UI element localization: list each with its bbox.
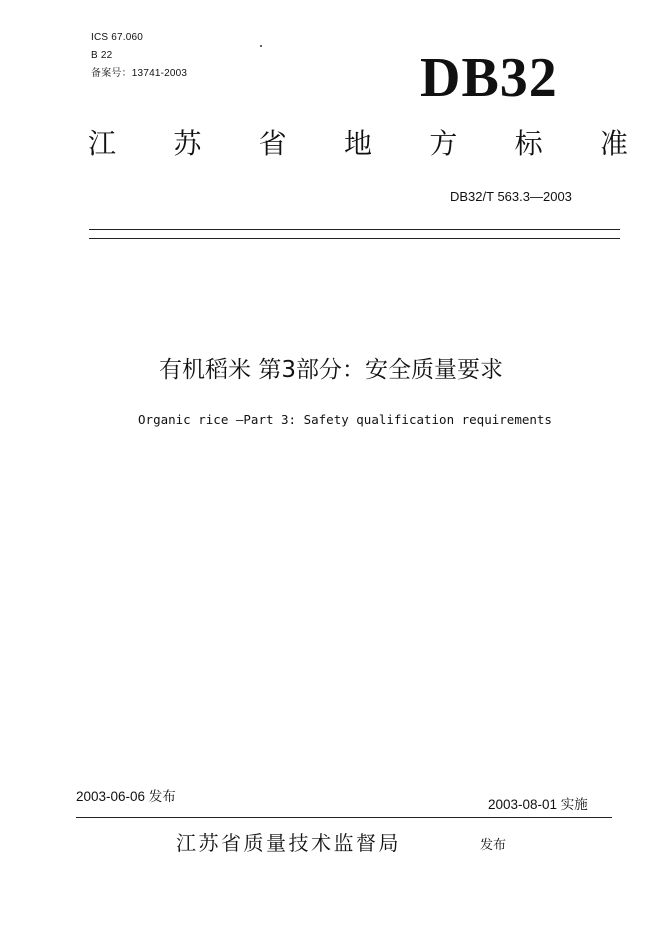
standard-type-char: 方: [429, 127, 458, 160]
standard-type-char: 苏: [173, 127, 202, 160]
standard-type-char: 江: [88, 127, 117, 160]
issue-date: 2003-06-06 发布: [76, 789, 176, 804]
title-english: Organic rice —Part 3: Safety qualification requirements: [138, 412, 552, 427]
ccs-code: B 22: [91, 50, 113, 61]
header-rule: [89, 229, 620, 230]
standard-type-char: 标: [514, 127, 543, 160]
standard-type-char: 省: [258, 127, 287, 160]
record-number: 备案号：13741-2003: [91, 68, 188, 79]
standard-type-char: 准: [599, 127, 628, 160]
implementation-date: 2003-08-01 实施: [488, 797, 588, 812]
standard-type-char: 地: [343, 127, 372, 160]
ics-code: ICS 67.060: [91, 32, 144, 43]
issuing-authority: 江苏省质量技术监督局: [176, 831, 401, 855]
issuer-suffix: 发布: [480, 838, 507, 853]
title-chinese: 有机稻米 第3部分：安全质量要求: [159, 357, 503, 383]
standard-number: DB32/T 563.3—2003: [450, 189, 572, 204]
standard-type-heading: [88, 126, 628, 162]
db-mark: DB32: [420, 47, 558, 109]
header-rule-lower: [89, 238, 620, 239]
footer-rule: [76, 817, 612, 818]
scan-speck: [260, 45, 262, 47]
